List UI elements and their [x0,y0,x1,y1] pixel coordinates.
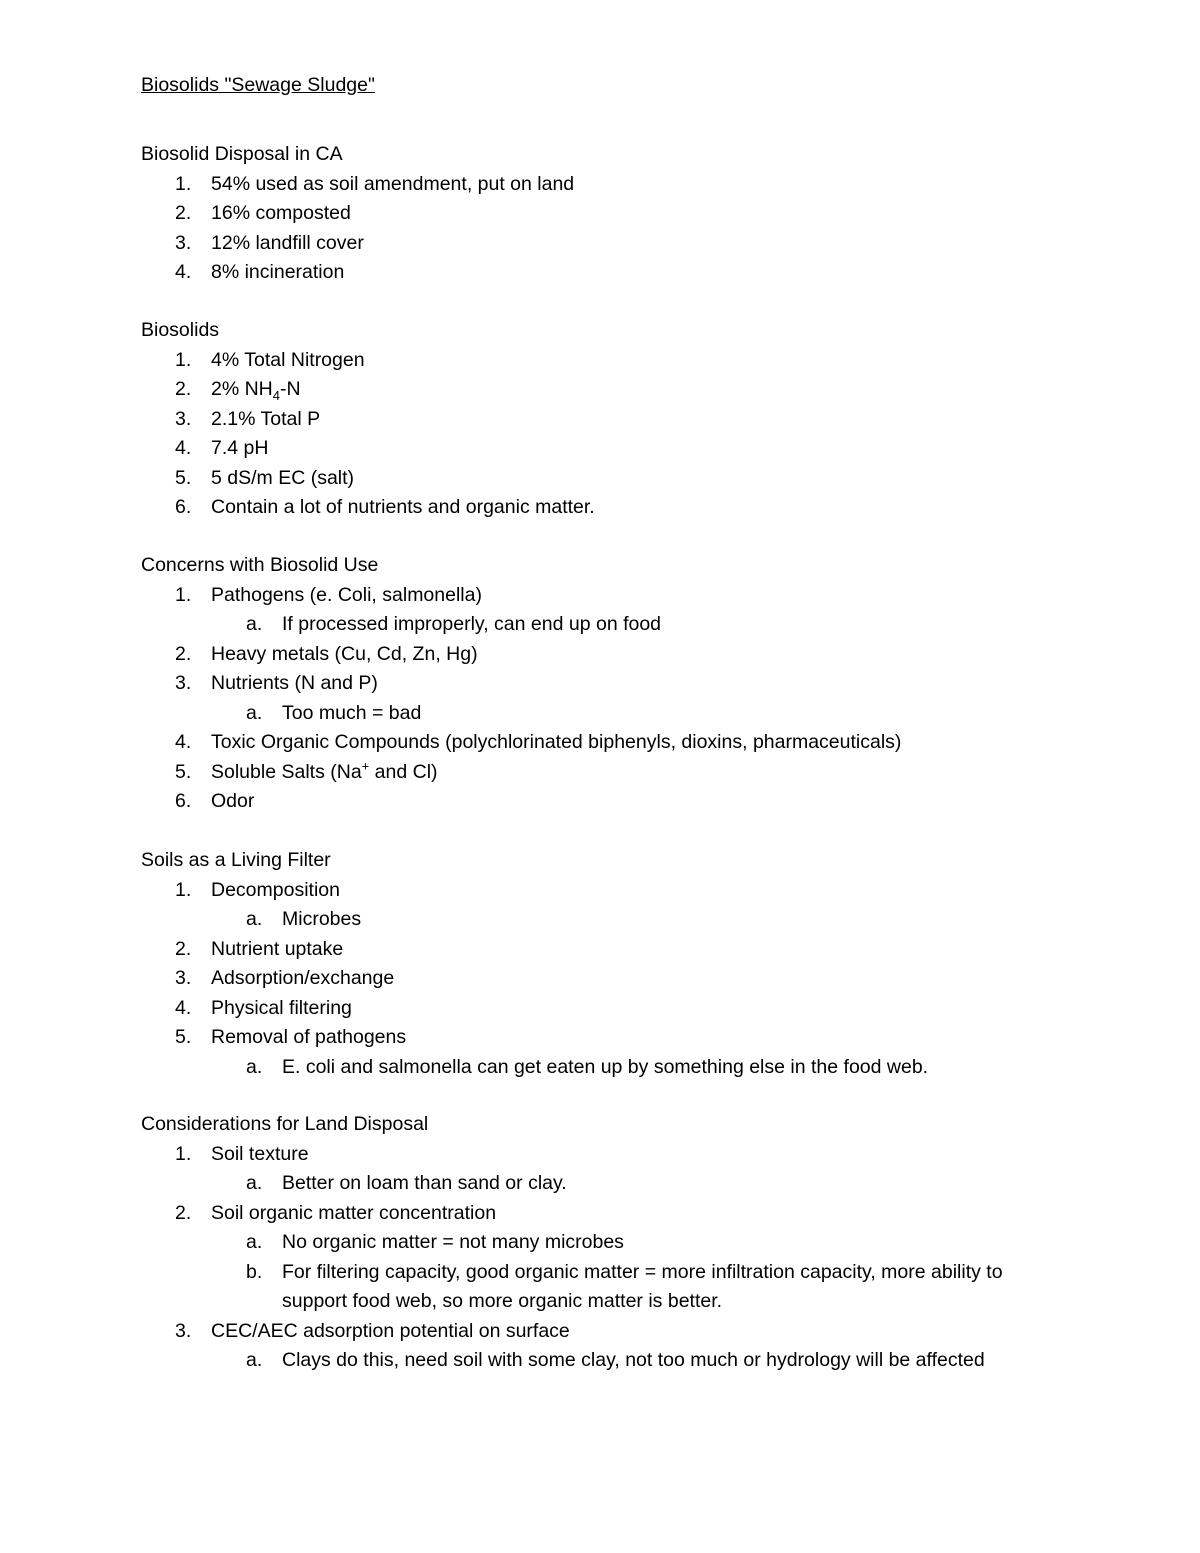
item-text: CEC/AEC adsorption potential on surface [211,1319,570,1342]
item-number: 6. [175,496,192,518]
list-item [141,1140,1141,1170]
item-number: 2. [175,378,192,400]
item-text-part: -N [280,378,301,400]
item-number: 5. [175,466,192,489]
item-text: 54% used as soil amendment, put on land [211,172,575,195]
item-text [211,758,438,788]
list-item [141,1023,1141,1053]
item-text: Contain a lot of nutrients and organic matter. [211,496,595,518]
sub-list-item [141,610,1141,640]
item-text: Toxic Organic Compounds (polychlorinated biphenyls, dioxins, pharmaceuticals) [211,731,902,753]
list-item [141,876,1141,906]
item-text: Pathogens (e. Coli, salmonella) [211,583,482,606]
item-text-part: and Cl) [369,760,438,783]
list-item [141,964,1141,994]
item-text: 5 dS/m EC (salt) [211,466,355,489]
item-letter: a. [246,1055,263,1078]
item-number: 2. [175,642,192,665]
list-item [141,758,1141,788]
sub-list-item [141,1346,1141,1376]
item-text: Nutrient uptake [211,937,344,960]
item-text: Odor [211,790,255,812]
item-text: Clays do this, need soil with some clay, not too much or hydrology will be affected [282,1349,985,1371]
item-text: Adsorption/exchange [211,967,395,989]
list-item [141,1199,1141,1229]
item-text: 2.1% Total P [211,407,321,430]
item-text: 12% landfill cover [211,231,364,254]
section-heading: Considerations for Land Disposal [141,1113,429,1135]
section-heading: Soils as a Living Filter [141,849,331,871]
list-item [141,170,1141,200]
item-letter: a. [246,1349,263,1371]
item-number: 3. [175,231,192,254]
list-item [141,935,1141,965]
item-number: 5. [175,760,192,783]
item-number: 3. [175,967,192,989]
item-letter: a. [246,1231,263,1253]
item-text: Soil organic matter concentration [211,1201,497,1224]
item-number: 1. [175,583,192,606]
item-number: 3. [175,1319,192,1342]
list-item [141,581,1141,611]
list-item [141,405,1141,435]
list-item [141,669,1141,699]
list-item [141,199,1141,229]
list-item [141,258,1141,288]
item-letter: a. [246,613,263,635]
list-item [141,1317,1141,1347]
list-item [141,787,1141,817]
item-number: 6. [175,790,192,812]
item-text: Nutrients (N and P) [211,672,378,694]
section-heading: Biosolids [141,319,220,341]
item-number: 4. [175,437,192,459]
item-text: If processed improperly, can end up on food [282,613,662,635]
item-text: Better on loam than sand or clay. [282,1172,567,1194]
item-text [211,375,301,405]
section-living-filter [141,846,1141,1082]
item-number: 3. [175,407,192,430]
item-number: 5. [175,1026,192,1048]
sub-list-item [141,699,1141,729]
item-letter: a. [246,908,263,930]
item-letter: b. [246,1260,263,1283]
list-item [141,346,1141,376]
item-number: 1. [175,1142,192,1165]
item-text: 4% Total Nitrogen [211,348,365,371]
list-item [141,434,1141,464]
list-item [141,375,1141,405]
item-text: Soil texture [211,1142,309,1165]
list-item [141,728,1141,758]
item-text: Microbes [282,908,362,930]
sub-list-item [141,905,1141,935]
list-item [141,464,1141,494]
list-item [141,493,1141,523]
item-text: 8% incineration [211,261,345,283]
item-number: 4. [175,996,192,1019]
item-text: Removal of pathogens [211,1026,407,1048]
sub-list-item [141,1258,1141,1317]
section-biosolids [141,316,1141,523]
sub-list-item [141,1169,1141,1199]
section-land-disposal [141,1110,1141,1376]
item-text: Heavy metals (Cu, Cd, Zn, Hg) [211,642,478,665]
item-number: 1. [175,172,192,195]
item-text: Decomposition [211,878,340,901]
item-text: No organic matter = not many microbes [282,1231,624,1253]
list-item [141,994,1141,1024]
list-item [141,229,1141,259]
section-disposal [141,140,1141,288]
item-number: 3. [175,672,192,694]
section-concerns [141,551,1141,817]
item-text: 16% composted [211,202,351,224]
item-number: 2. [175,1201,192,1224]
sub-list-item [141,1053,1141,1083]
item-number: 1. [175,348,192,371]
item-number: 1. [175,878,192,901]
item-text-part: 2% NH [211,378,273,400]
item-text: E. coli and salmonella can get eaten up by something else in the food web. [282,1055,929,1078]
item-text: 7.4 pH [211,437,269,459]
item-number: 2. [175,937,192,960]
subscript: 4 [272,387,281,403]
item-number: 2. [175,202,192,224]
item-number: 4. [175,261,192,283]
item-letter: a. [246,701,263,724]
superscript: + [361,758,370,773]
document-title: Biosolids "Sewage Sludge" [141,74,375,96]
section-heading: Concerns with Biosolid Use [141,554,379,576]
section-heading: Biosolid Disposal in CA [141,143,343,165]
sub-list-item [141,1228,1141,1258]
item-number: 4. [175,731,192,753]
item-letter: a. [246,1172,263,1194]
item-text: Too much = bad [282,701,422,724]
list-item [141,640,1141,670]
item-text: For filtering capacity, good organic matter = more infiltration capacity, more ability to support food web, so more organic matter is better. [282,1260,1003,1312]
item-text-part: Soluble Salts (Na [211,760,362,783]
item-text: Physical filtering [211,996,352,1019]
